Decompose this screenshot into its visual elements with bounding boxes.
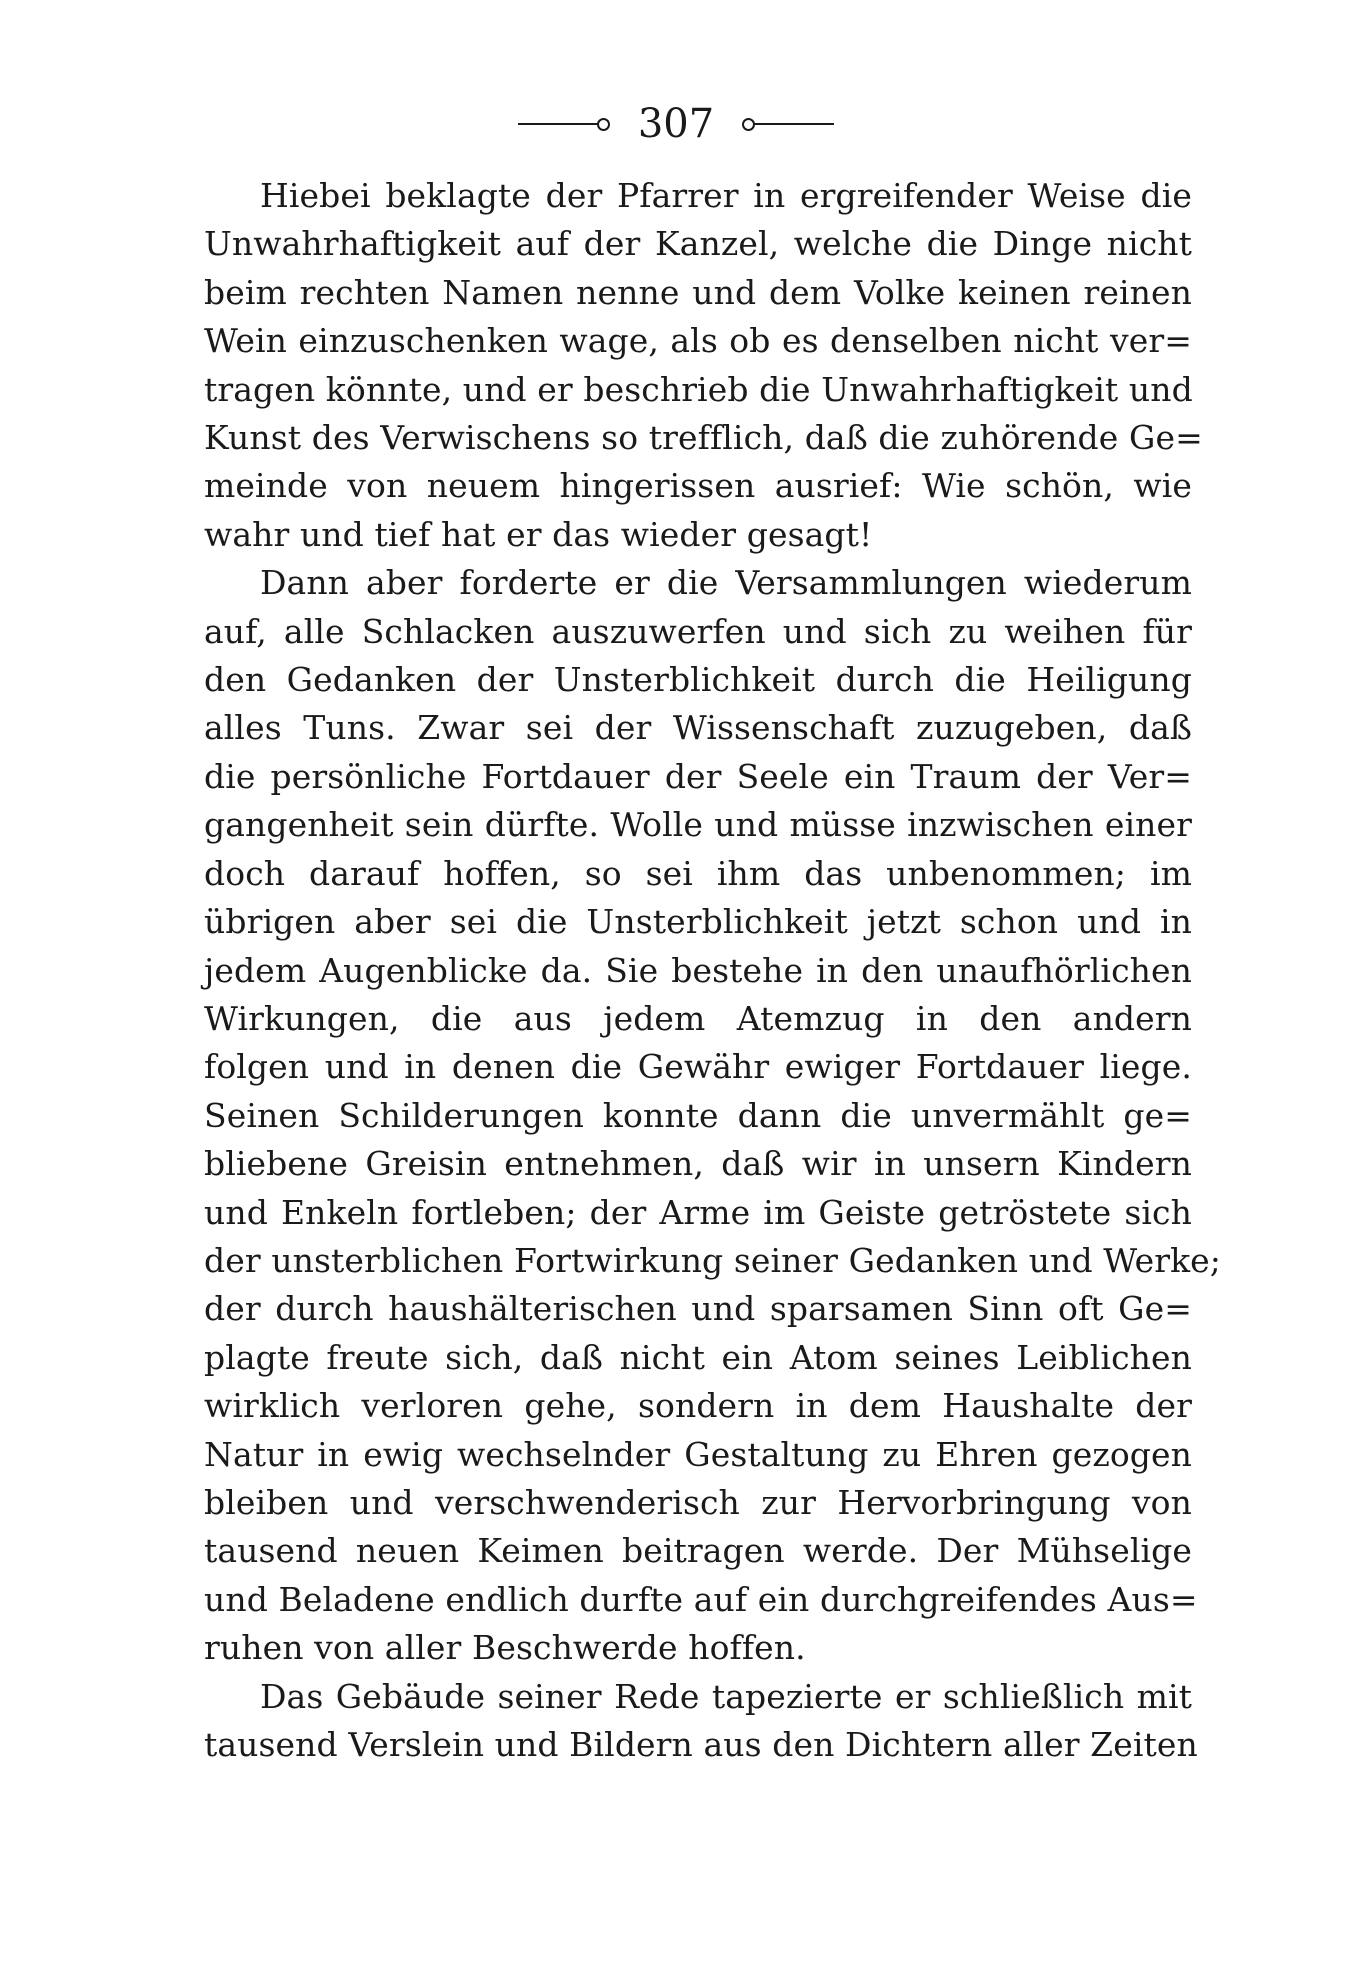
text-line: beim rechten Namen nenne und dem Volke keinen reinen [204,272,1192,312]
text-line: ruhen von aller Beschwerde hoffen. [204,1628,806,1668]
text-line: jedem Augenblicke da. Sie bestehe in den unaufhörlichen [204,950,1192,990]
text-line: gangenheit sein dürfte. Wolle und müsse inzwischen einer [204,805,1192,845]
text-line: bliebene Greisin entnehmen, daß wir in unsern Kindern [204,1144,1192,1184]
paragraph [204,559,1222,1672]
text-line: Natur in ewig wechselnder Gestaltung zu Ehren gezogen [204,1434,1192,1474]
text-line: doch darauf hoffen, so sei ihm das unbenommen; im [204,853,1192,893]
text-line: alles Tuns. Zwar sei der Wissenschaft zuzugeben, daß [204,708,1192,748]
text-line: der durch haushälterischen und sparsamen Sinn oft Ge= [204,1289,1192,1329]
text-line: Kunst des Verwischens so trefflich, daß die zuhörende Ge= [204,418,1203,458]
text-line: übrigen aber sei die Unsterblichkeit jetzt schon und in [204,902,1192,942]
text-line: den Gedanken der Unsterblichkeit durch die Heiligung [204,660,1192,700]
text-line: Wein einzuschenken wage, als ob es denselben nicht ver= [204,321,1192,361]
page-header [0,100,1352,148]
paragraph [204,1673,1198,1770]
text-line: Wirkungen, die aus jedem Atemzug in den andern [204,998,1192,1038]
text-line: und Enkeln fortleben; der Arme im Geiste getröstete sich [204,1192,1192,1232]
text-line: auf, alle Schlacken auszuwerfen und sich zu weihen für [204,611,1192,651]
text-line: Dann aber forderte er die Versammlungen wiederum [260,563,1192,603]
text-line: tragen könnte, und er beschrieb die Unwahrhaftigkeit und [204,369,1193,409]
text-line: Unwahrhaftigkeit auf der Kanzel, welche die Dinge nicht [204,224,1192,264]
text-line: Das Gebäude seiner Rede tapezierte er schließlich mit [260,1676,1192,1716]
text-line: die persönliche Fortdauer der Seele ein Traum der Ver= [204,756,1192,796]
page-number: 307 [637,101,715,147]
text-line: wahr und tief hat er das wieder gesagt! [204,514,873,554]
text-line: tausend Verslein und Bildern aus den Dichtern aller Zeiten [204,1725,1198,1764]
text-line: wirklich verloren gehe, sondern in dem Haushalte der [204,1386,1192,1426]
text-line: tausend neuen Keimen beitragen werde. Der Mühselige [204,1531,1192,1571]
left-ornament-rule [518,123,598,125]
text-line: plagte freute sich, daß nicht ein Atom seines Leiblichen [204,1337,1192,1377]
text-line: folgen und in denen die Gewähr ewiger Fortdauer liege. [204,1047,1192,1087]
text-line: bleiben und verschwenderisch zur Hervorbringung von [204,1482,1192,1522]
text-line: und Beladene endlich durfte auf ein durchgreifendes Aus= [204,1579,1198,1619]
right-ornament-rule [754,123,834,125]
paragraph [204,172,1203,559]
text-line: der unsterblichen Fortwirkung seiner Gedanken und Werke; [204,1240,1222,1280]
text-line: meinde von neuem hingerissen ausrief: Wie schön, wie [204,466,1192,506]
body-text [204,172,1222,1769]
text-line: Hiebei beklagte der Pfarrer in ergreifender Weise die [260,176,1192,215]
text-line: Seinen Schilderungen konnte dann die unvermählt ge= [204,1095,1192,1135]
